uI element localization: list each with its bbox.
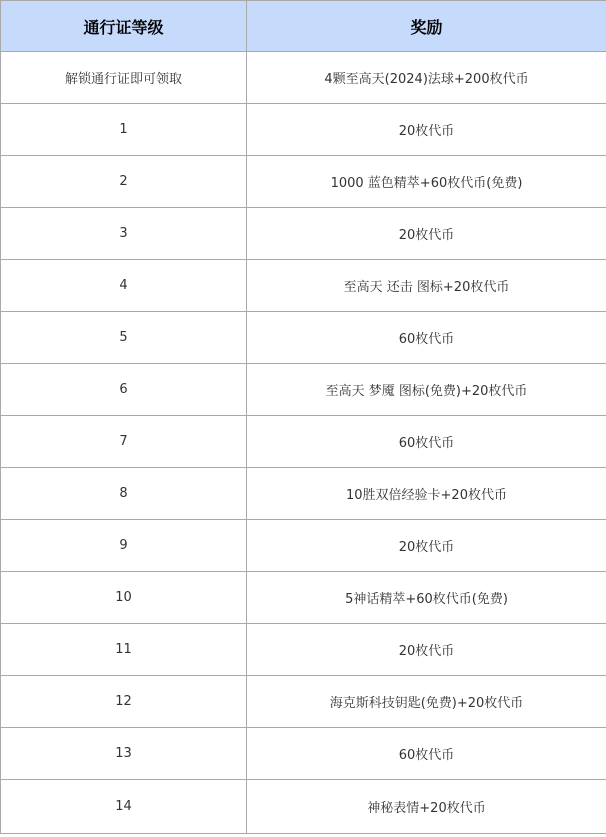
level-cell: 13 — [1, 728, 247, 780]
level-cell: 6 — [1, 364, 247, 416]
level-cell: 14 — [1, 780, 247, 834]
table-row — [1, 156, 606, 208]
table-row — [1, 364, 606, 416]
reward-cell: 神秘表情+20枚代币 — [247, 780, 606, 834]
table-row — [1, 312, 606, 364]
level-cell: 3 — [1, 208, 247, 260]
level-cell: 解锁通行证即可领取 — [1, 52, 247, 104]
table-row — [1, 104, 606, 156]
reward-cell: 至高天 还击 图标+20枚代币 — [247, 260, 606, 312]
table-row — [1, 780, 606, 834]
level-cell: 7 — [1, 416, 247, 468]
header-level: 通行证等级 — [1, 1, 247, 52]
reward-cell: 60枚代币 — [247, 728, 606, 780]
reward-cell: 20枚代币 — [247, 520, 606, 572]
table-row — [1, 208, 606, 260]
reward-cell: 5神话精萃+60枚代币(免费) — [247, 572, 606, 624]
level-cell: 9 — [1, 520, 247, 572]
reward-cell: 10胜双倍经验卡+20枚代币 — [247, 468, 606, 520]
level-cell: 11 — [1, 624, 247, 676]
level-cell: 5 — [1, 312, 247, 364]
reward-cell: 20枚代币 — [247, 104, 606, 156]
level-cell: 8 — [1, 468, 247, 520]
table-row — [1, 624, 606, 676]
table-row — [1, 520, 606, 572]
level-cell: 2 — [1, 156, 247, 208]
level-cell: 1 — [1, 104, 247, 156]
table-row — [1, 260, 606, 312]
table-row — [1, 572, 606, 624]
level-cell: 10 — [1, 572, 247, 624]
reward-cell: 20枚代币 — [247, 624, 606, 676]
reward-cell: 海克斯科技钥匙(免费)+20枚代币 — [247, 676, 606, 728]
table-row — [1, 676, 606, 728]
reward-cell: 60枚代币 — [247, 312, 606, 364]
level-cell: 12 — [1, 676, 247, 728]
table-row — [1, 416, 606, 468]
reward-cell: 20枚代币 — [247, 208, 606, 260]
header-reward: 奖励 — [247, 1, 606, 52]
reward-cell: 4颗至高天(2024)法球+200枚代币 — [247, 52, 606, 104]
table-row — [1, 728, 606, 780]
reward-cell: 至高天 梦魇 图标(免费)+20枚代币 — [247, 364, 606, 416]
table-row — [1, 52, 606, 104]
level-cell: 4 — [1, 260, 247, 312]
reward-cell: 60枚代币 — [247, 416, 606, 468]
table-header-row — [1, 1, 606, 52]
reward-cell: 1000 蓝色精萃+60枚代币(免费) — [247, 156, 606, 208]
table-row — [1, 468, 606, 520]
